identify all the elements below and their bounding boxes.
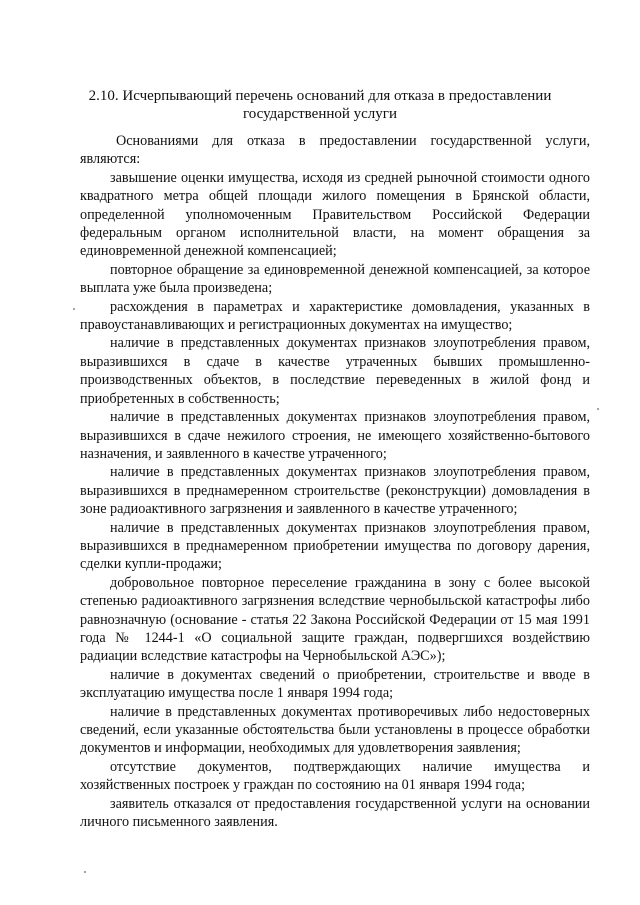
section-heading-line-1: 2.10. Исчерпывающий перечень оснований для отказа в предоставлении xyxy=(88,88,552,104)
section-heading-line-2: государственной услуги xyxy=(243,106,397,122)
paragraph-item: добровольное повторное переселение гражданина в зону с более высокой степенью радиоактивного загрязнения вследствие чернобыльской катастрофы либо равнозначную (основание - статья 22 Закона Российской Федерации от 15 мая 1991 года № 1244-1 «О социальной защите граждан, подвергшихся воздействию радиации вследствие катастрофы на Чернобыльской АЭС»); xyxy=(80,574,590,665)
paragraph-item: расхождения в параметрах и характеристике домовладения, указанных в правоустанавливающих и регистрационных документах на имущество; xyxy=(80,298,590,334)
scan-speck xyxy=(597,408,599,410)
section-heading xyxy=(60,87,580,123)
document-body xyxy=(80,132,590,831)
paragraph-item: завышение оценки имущества, исходя из средней рыночной стоимости одного квадратного метра общей площади жилого помещения в Брянской области, определенной уполномоченным Правительством Российской Федерации федеральным органом исполнительной власти, на момент обращения за единовременной денежной компенсацией; xyxy=(80,169,590,260)
paragraph-item: наличие в представленных документах противоречивых либо недостоверных сведений, если указанные обстоятельства были установлены в процессе обработки документов и информации, необходимых для удовлетворения заявления; xyxy=(80,703,590,757)
paragraph-item: повторное обращение за единовременной денежной компенсацией, за которое выплата уже была произведена; xyxy=(80,261,590,297)
paragraph-item: наличие в представленных документах признаков злоупотребления правом, выразившихся в преднамеренном приобретении имущества по договору дарения, сделки купли-продажи; xyxy=(80,519,590,573)
paragraph-item: наличие в документах сведений о приобретении, строительстве и вводе в эксплуатацию имущества после 1 января 1994 года; xyxy=(80,666,590,702)
paragraph-item: наличие в представленных документах признаков злоупотребления правом, выразившихся в сдаче нежилого строения, не имеющего хозяйственно-бытового назначения, и заявленного в качестве утраченного; xyxy=(80,409,590,462)
scan-speck xyxy=(73,308,75,310)
paragraph-item: наличие в представленных документах признаков злоупотребления правом, выразившихся в сдаче в качестве утраченных бывших промышленно-производственных объектов, в последствие переведенных в жилой фонд и приобретенных в собственность; xyxy=(80,335,590,407)
paragraph-intro: Основаниями для отказа в предоставлении государственной услуги, являются: xyxy=(80,133,590,168)
paragraph-item: наличие в представленных документах признаков злоупотребления правом, выразившихся в преднамеренном строительстве (реконструкции) домовладения в зоне радиоактивного загрязнения и заявленного в качестве утраченного; xyxy=(80,464,590,518)
paragraph-item: отсутствие документов, подтверждающих наличие имущества и хозяйственных построек у граждан по состоянию на 01 января 1994 года; xyxy=(80,758,590,794)
scan-speck xyxy=(84,871,86,873)
paragraph-item: заявитель отказался от предоставления государственной услуги на основании личного письменного заявления. xyxy=(80,795,590,831)
